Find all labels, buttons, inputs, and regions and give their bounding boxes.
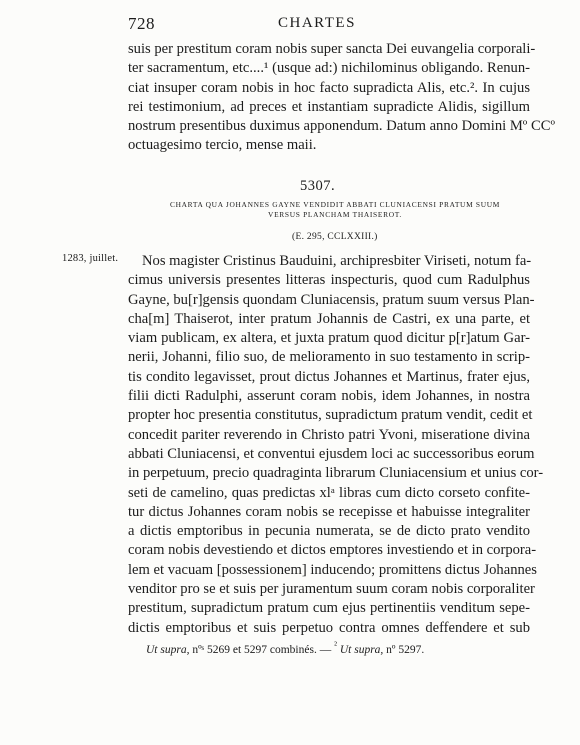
text-line: propter hoc presentia constitutus, supradictum pratum vendit, cedit et [128,407,533,424]
text-line: a dictis emptoribus in pecunia numerata, se de dicto prato vendito [128,523,530,540]
text-line: rei testimonium, ad preces et instantiam supradicte Alidis, sigillum [128,98,530,115]
charter-source-reference: (E. 295, CCLXXIII.) [292,232,378,242]
text-line: ter sacramentum, etc....¹ (usque ad:) nichilominus obligando. Renun- [128,60,530,77]
text-line: nerii, Johanni, filio suo, de melioramento in suo testamento in scrip- [128,349,530,366]
footnote-2-text: nº 5297. [386,643,425,656]
text-line: viam publicam, ex altera, et juxta pratum quod dicitur p[r]atum Gar- [128,330,530,347]
text-line: prestitum, supradictum pratum cum ejus pertinentiis venditum sepe- [128,600,530,617]
text-line: lem et vacuam [possessionem] inducendo; promittens dictus Johannes [128,561,537,578]
text-line: Gayne, bu[r]gensis quondam Cluniacensis, pratum suum versus Plan- [128,291,535,308]
footnotes [146,640,424,656]
text-line: tur dictus Johannes coram nobis se recepisse et habuisse integraliter [128,503,530,520]
charter-title-line: CHARTA QUA JOHANNES GAYNE VENDIDIT ABBATI CLUNIACENSI PRATUM SUUM [169,200,501,209]
text-line: seti de camelino, quas predictas xlᵃ libras cum dicto corseto confite- [128,484,530,501]
text-line: Nos magister Cristinus Bauduini, archipresbiter Viriseti, notum fa- [142,253,532,269]
footnote-1-reference: Ut supra, [146,643,190,656]
text-line: tis condito legavisset, prout dictus Johannes et Martinus, frater ejus, [128,368,530,385]
text-line: nostrum presentibus duximus apponendum. Datum anno Domini Mº CCº [128,118,555,135]
charter-body-text [128,252,544,638]
footnote-2-reference: Ut supra, [339,643,384,656]
text-line: octuagesimo tercio, mense maii. [128,137,317,154]
text-line: cha[m] Thaiserot, inter pratum Johannis de Castri, ex una parte, et [128,310,530,327]
text-line: coram nobis devestiendo et dictos emptores investiendo et in corpora- [128,542,537,559]
page-header [128,14,473,36]
text-line: suis per prestitum coram nobis super sancta Dei euvangelia corporali- [128,41,536,57]
footnote-1-text: nºˢ 5269 et 5297 combinés. — [192,643,332,656]
text-line: abbati Cluniacensi, et conventui ejusdem loci ac successoribus eorum [128,445,535,462]
footnote-2-marker: ² [334,640,337,651]
text-line: in perpetuum, precio quadraginta librarum Cluniacensium et unius cor- [128,465,544,482]
page-number: 728 [128,14,155,33]
text-line: concedit pariter reverendo in Christo patri Yvoni, miseratione divina [128,426,530,443]
text-line: dictis emptoribus et suis perpetuo contra omnes deffendere et sub [128,619,530,636]
preceding-charter-text [128,40,555,156]
running-title: CHARTES [278,15,356,31]
text-line: filii dicti Radulphi, asserunt coram nobis, idem Johannes, in nostra [128,388,530,405]
charter-number: 5307. [300,178,336,194]
text-line: venditor pro se et suis per juramentum suum coram nobis corporaliter [128,581,535,598]
margin-date: 1283, juillet. [62,253,119,264]
text-line: cimus universis presentes litteras inspecturis, quod cum Radulphus [128,272,530,289]
charter-title [150,200,520,219]
text-line: ciat insuper coram nobis in hoc facto supradicta Alis, etc.². In cujus [128,79,530,96]
charter-title-line: VERSUS PLANCHAM THAISEROT. [268,209,402,219]
